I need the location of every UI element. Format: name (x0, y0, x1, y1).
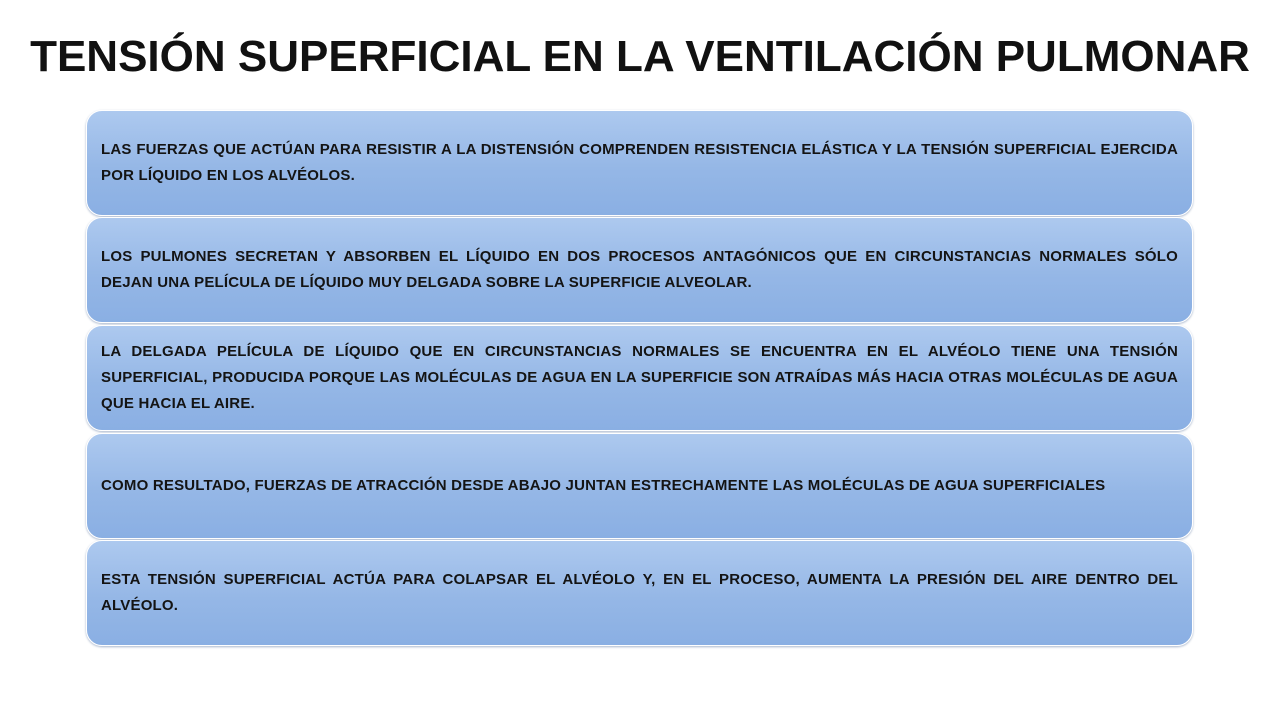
content-box-1 (86, 110, 1193, 216)
content-text-3: LA DELGADA PELÍCULA DE LÍQUIDO QUE EN CIRCUNSTANCIAS NORMALES SE ENCUENTRA EN EL ALVÉOLO TIENE UNA TENSIÓN SUPERFICIAL, PRODUCIDA PORQUE LAS MOLÉCULAS DE AGUA EN LA SUPERFICIE SON ATRAÍDAS MÁS HACIA OTRAS MOLÉCULAS DE AGUA QUE HACIA EL AIRE. (101, 343, 1178, 412)
content-box-5 (86, 540, 1193, 646)
slide-title: TENSIÓN SUPERFICIAL EN LA VENTILACIÓN PULMONAR (30, 32, 1250, 81)
content-text-4: COMO RESULTADO, FUERZAS DE ATRACCIÓN DESDE ABAJO JUNTAN ESTRECHAMENTE LAS MOLÉCULAS DE AGUA SUPERFICIALES (101, 477, 1106, 494)
content-text-1: LAS FUERZAS QUE ACTÚAN PARA RESISTIR A LA DISTENSIÓN COMPRENDEN RESISTENCIA ELÁSTICA Y LA TENSIÓN SUPERFICIAL EJERCIDA POR LÍQUIDO EN LOS ALVÉOLOS. (101, 141, 1178, 184)
content-box-3 (86, 325, 1193, 431)
content-text-2: LOS PULMONES SECRETAN Y ABSORBEN EL LÍQUIDO EN DOS PROCESOS ANTAGÓNICOS QUE EN CIRCUNSTANCIAS NORMALES SÓLO DEJAN UNA PELÍCULA DE LÍQUIDO MUY DELGADA SOBRE LA SUPERFICIE ALVEOLAR. (101, 248, 1178, 291)
content-text-5: ESTA TENSIÓN SUPERFICIAL ACTÚA PARA COLAPSAR EL ALVÉOLO Y, EN EL PROCESO, AUMENTA LA PRESIÓN DEL AIRE DENTRO DEL ALVÉOLO. (101, 571, 1178, 614)
content-box-4 (86, 433, 1193, 539)
content-box-2 (86, 217, 1193, 323)
